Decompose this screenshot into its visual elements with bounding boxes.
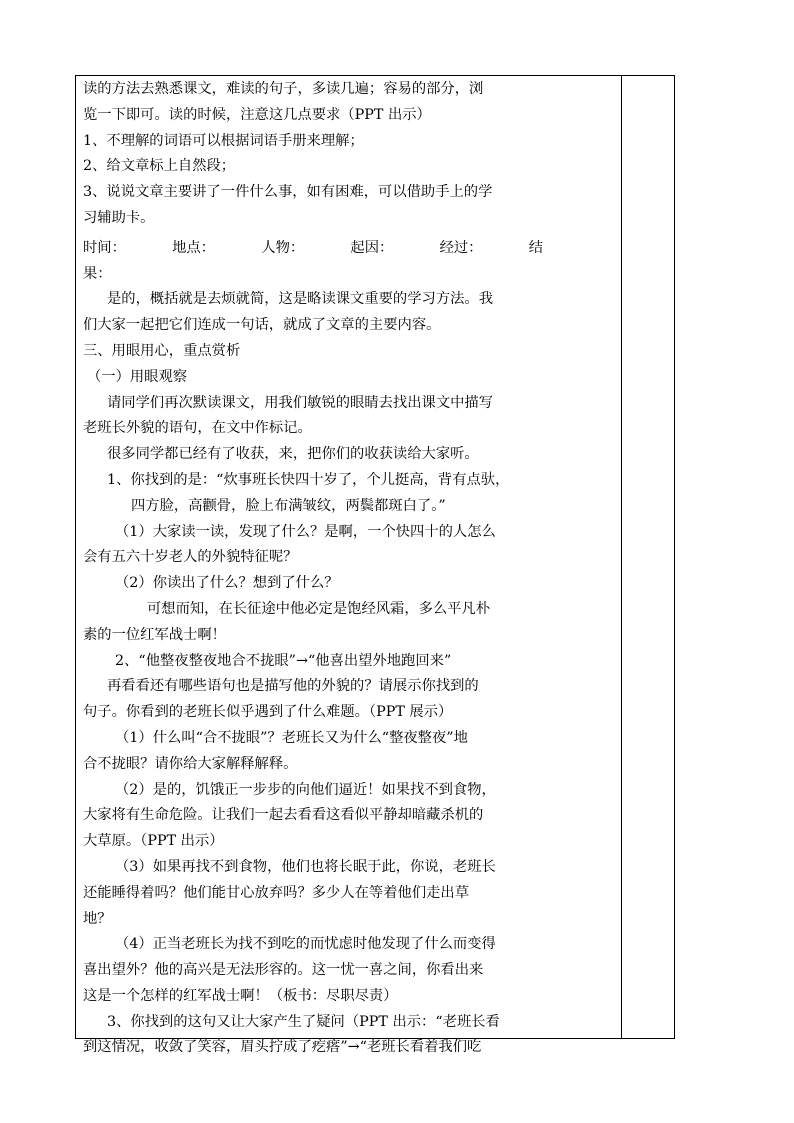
- text-line: 们大家一起把它们连成一句话，就成了文章的主要内容。: [83, 317, 441, 334]
- text-line: 3、说说文章主要讲了一件什么事，如有困难，可以借助手上的学: [83, 184, 493, 201]
- text-line: 读的方法去熟悉课文，难读的句子，多读几遍；容易的部分，浏: [83, 81, 484, 97]
- text-line: 喜出望外？他的高兴是无法形容的。这一忧一喜之间，你看出来: [83, 962, 484, 979]
- text-line: 1、不理解的词语可以根据词语手册来理解；: [83, 132, 364, 149]
- text-line: （1）大家读一读，发现了什么？是啊，一个快四十的人怎么: [115, 523, 496, 540]
- text-line: （1）什么叫“合不拢眼”？老班长又为什么“整夜整夜”地: [115, 729, 468, 746]
- summary-field-time: 时间：: [83, 239, 126, 256]
- text-line: 1、你找到的是：“炊事班长快四十岁了，个儿挺高，背有点驮，: [107, 471, 510, 488]
- summary-fields-row: [83, 236, 543, 262]
- summary-field-place: 地点：: [172, 239, 216, 256]
- text-line: 2、“他整夜整夜地合不拢眼”→“他喜出望外地跑回来”: [115, 652, 452, 669]
- column-divider: [621, 76, 622, 1038]
- text-line: 到这情况，收敛了笑容，眉头拧成了疙瘩”→“老班长看着我们吃: [83, 1039, 482, 1056]
- summary-field-result: 结: [528, 239, 543, 256]
- text-line: 很多同学都已经有了收获，来，把你们的收获读给大家听。: [107, 446, 479, 463]
- summary-field-cause: 起因：: [350, 239, 394, 256]
- text-line: 会有五六十岁老人的外貌特征呢？: [83, 549, 298, 566]
- text-line: 老班长外貌的语句，在文中作标记。: [83, 420, 312, 437]
- text-line: 还能睡得着吗？他们能甘心放弃吗？多少人在等着他们走出草: [83, 884, 470, 901]
- text-line: （2）你读出了什么？想到了什么？: [115, 575, 339, 592]
- text-line: 2、给文章标上自然段；: [83, 158, 236, 175]
- text-line: 大家将有生命危险。让我们一起去看看这看似平静却暗藏杀机的: [83, 807, 484, 824]
- text-line: 3、你找到的这句又让大家产生了疑问（PPT 出示：“老班长看: [107, 1013, 500, 1030]
- text-line: 合不拢眼？请你给大家解释解释。: [83, 755, 298, 772]
- lesson-plan-table: [75, 75, 675, 1056]
- text-line: （2）是的，饥饿正一步步的向他们逼近！如果找不到食物，: [115, 781, 496, 798]
- text-line: 大草原。（PPT 出示）: [83, 833, 224, 850]
- text-line: （3）如果再找不到食物，他们也将长眠于此，你说，老班长: [115, 858, 496, 875]
- text-line: 地？: [83, 910, 112, 927]
- text-line: 览一下即可。读的时候，注意这几点要求（PPT 出示）: [83, 106, 431, 123]
- text-line: （4）正当老班长为找不到吃的而忧虑时他发现了什么而变得: [115, 936, 496, 953]
- summary-field-people: 人物：: [261, 239, 305, 256]
- text-line: 素的一位红军战士啊！: [83, 626, 226, 643]
- text-line: 这是一个怎样的红军战士啊！（板书：尽职尽责）: [83, 987, 398, 1004]
- text-line: 果：: [83, 265, 112, 282]
- subsection-heading: （一）用眼观察: [87, 368, 188, 385]
- text-line: 请同学们再次默读课文，用我们敏锐的眼睛去找出课文中描写: [107, 394, 494, 411]
- text-line: 再看看还有哪些语句也是描写他的外貌的？请展示你找到的: [107, 678, 479, 695]
- text-line: 可想而知，在长征途中他必定是饱经风霜，多么平凡朴: [147, 600, 491, 617]
- text-line: 习辅助卡。: [83, 209, 155, 226]
- section-heading: 三、用眼用心，重点赏析: [83, 342, 241, 359]
- text-line: 是的，概括就是去烦就简，这是略读课文重要的学习方法。我: [107, 291, 494, 308]
- summary-field-process: 经过：: [439, 239, 483, 256]
- text-line: 句子。你看到的老班长似乎遇到了什么难题。（PPT 展示）: [83, 704, 453, 721]
- text-line: 四方脸，高颧骨，脸上布满皱纹，两鬓都斑白了。”: [131, 497, 446, 514]
- lesson-content: [83, 77, 543, 1061]
